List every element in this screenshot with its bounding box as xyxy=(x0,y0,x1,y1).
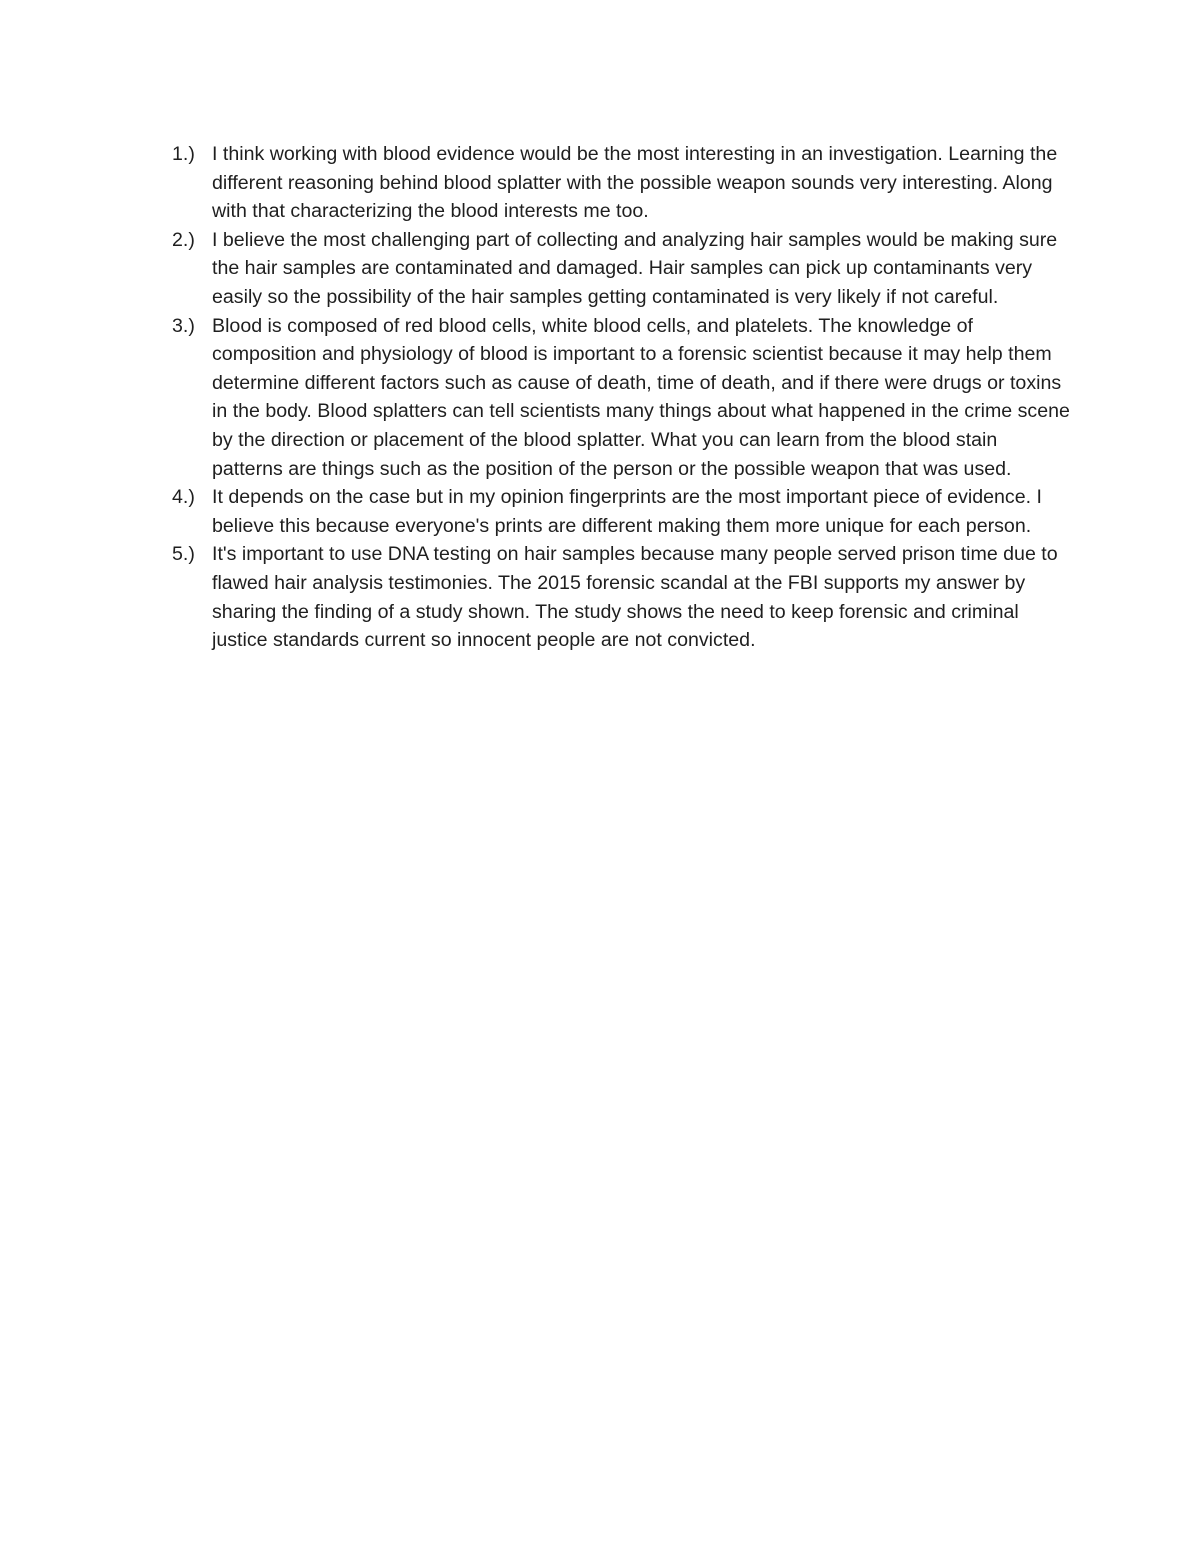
answer-item-1 xyxy=(172,140,1072,226)
answer-text: It depends on the case but in my opinion fingerprints are the most important piece of evidence. I believe this because everyone's prints are different making them more unique for each person. xyxy=(212,486,1042,537)
answer-text: I believe the most challenging part of collecting and analyzing hair samples would be making sure the hair samples are contaminated and damaged. Hair samples can pick up contaminants very easily so the possibility of the hair samples getting contaminated is very likely if not careful. xyxy=(212,228,1058,308)
answer-number: 3.) xyxy=(172,314,195,337)
answer-number: 5.) xyxy=(172,543,195,566)
answer-number: 4.) xyxy=(172,486,195,509)
answer-text: I think working with blood evidence would be the most interesting in an investigation. Learning the different reasoning behind blood splatter with the possible weapon sounds very interesting. Along with that characterizing the blood interests me too. xyxy=(212,143,1058,223)
answer-item-4 xyxy=(172,483,1072,540)
answer-item-3 xyxy=(172,312,1072,484)
answer-number: 1.) xyxy=(172,143,195,165)
answer-number: 2.) xyxy=(172,228,195,251)
answer-list xyxy=(172,140,1072,655)
answer-item-2 xyxy=(172,226,1072,312)
answer-text: It's important to use DNA testing on hair samples because many people served prison time due to flawed hair analysis testimonies. The 2015 forensic scandal at the FBI supports my answer by sharing the finding of a study shown. The study shows the need to keep forensic and criminal justice standards current so innocent people are not convicted. xyxy=(212,543,1058,652)
answer-text: Blood is composed of red blood cells, white blood cells, and platelets. The knowledge of composition and physiology of blood is important to a forensic scientist because it may help them determine different factors such as cause of death, time of death, and if there were drugs or toxins in the body. Blood splatters can tell scientists many things about what happened in the crime scene by the direction or placement of the blood splatter. What you can learn from the blood stain patterns are things such as the position of the person or the possible weapon that was used. xyxy=(212,314,1070,480)
answer-item-5 xyxy=(172,540,1072,654)
